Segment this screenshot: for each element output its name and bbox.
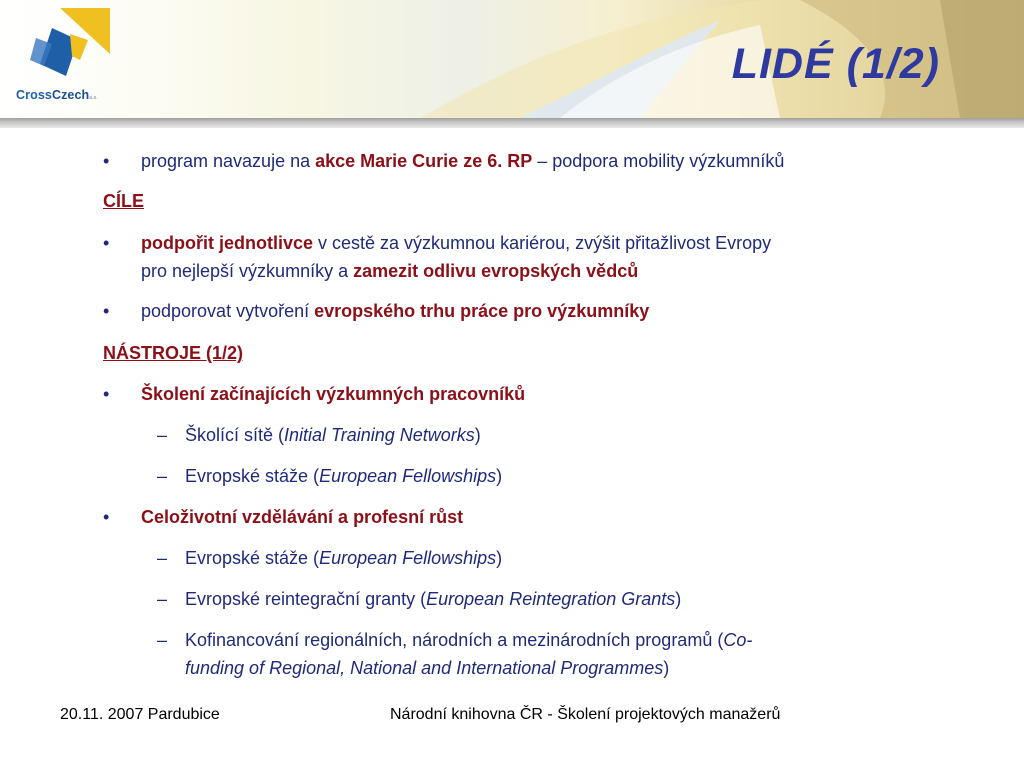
section-heading-goals: CÍLE	[103, 191, 145, 211]
dash-icon: –	[157, 548, 168, 568]
sub-list-item: – Kofinancování regionálních, národních a mezinárodních programů (Co- funding of Regional, National and International Programmes)	[0, 625, 1024, 685]
crossczech-logo	[8, 4, 128, 110]
bullet-icon: •	[103, 233, 110, 253]
bullet-icon: •	[103, 151, 110, 171]
dash-icon: –	[157, 589, 168, 609]
dash-icon: –	[157, 630, 168, 650]
list-item: • podporovat vytvoření evropského trhu práce pro výzkumníky	[0, 296, 1024, 326]
bullet-icon: •	[103, 301, 110, 321]
sub-list-item: – Evropské stáže (European Fellowships)	[0, 461, 1024, 491]
list-item: • Celoživotní vzdělávání a profesní růst	[0, 502, 1024, 532]
dash-icon: –	[157, 425, 168, 445]
list-item: • podpořit jednotlivce v cestě za výzkumnou kariérou, zvýšit přitažlivost Evropy pro nejlepší výzkumníky a zamezit odlivu evropských vědců	[0, 228, 1024, 288]
list-item: • program navazuje na akce Marie Curie ze 6. RP – podpora mobility výzkumníků	[0, 146, 1024, 176]
logo-wordmark: CrossCzecha.s.	[16, 88, 98, 102]
bullet-icon: •	[103, 384, 110, 404]
slide-title: LIDÉ (1/2)	[731, 40, 940, 88]
footer-event: Národní knihovna ČR - Školení projektových manažerů	[390, 706, 781, 723]
header-divider	[0, 118, 1024, 128]
logo-mark-icon	[22, 4, 114, 86]
section-heading-tools: NÁSTROJE (1/2)	[103, 343, 244, 363]
footer-date-place: 20.11. 2007 Pardubice	[60, 706, 220, 723]
list-item: • Školení začínajících výzkumných pracovníků	[0, 379, 1024, 409]
bullet-icon: •	[103, 507, 110, 527]
sub-list-item: – Evropské stáže (European Fellowships)	[0, 543, 1024, 573]
dash-icon: –	[157, 466, 168, 486]
sub-list-item: – Evropské reintegrační granty (European Reintegration Grants)	[0, 584, 1024, 614]
sub-list-item: – Školící sítě (Initial Training Networks)	[0, 420, 1024, 450]
